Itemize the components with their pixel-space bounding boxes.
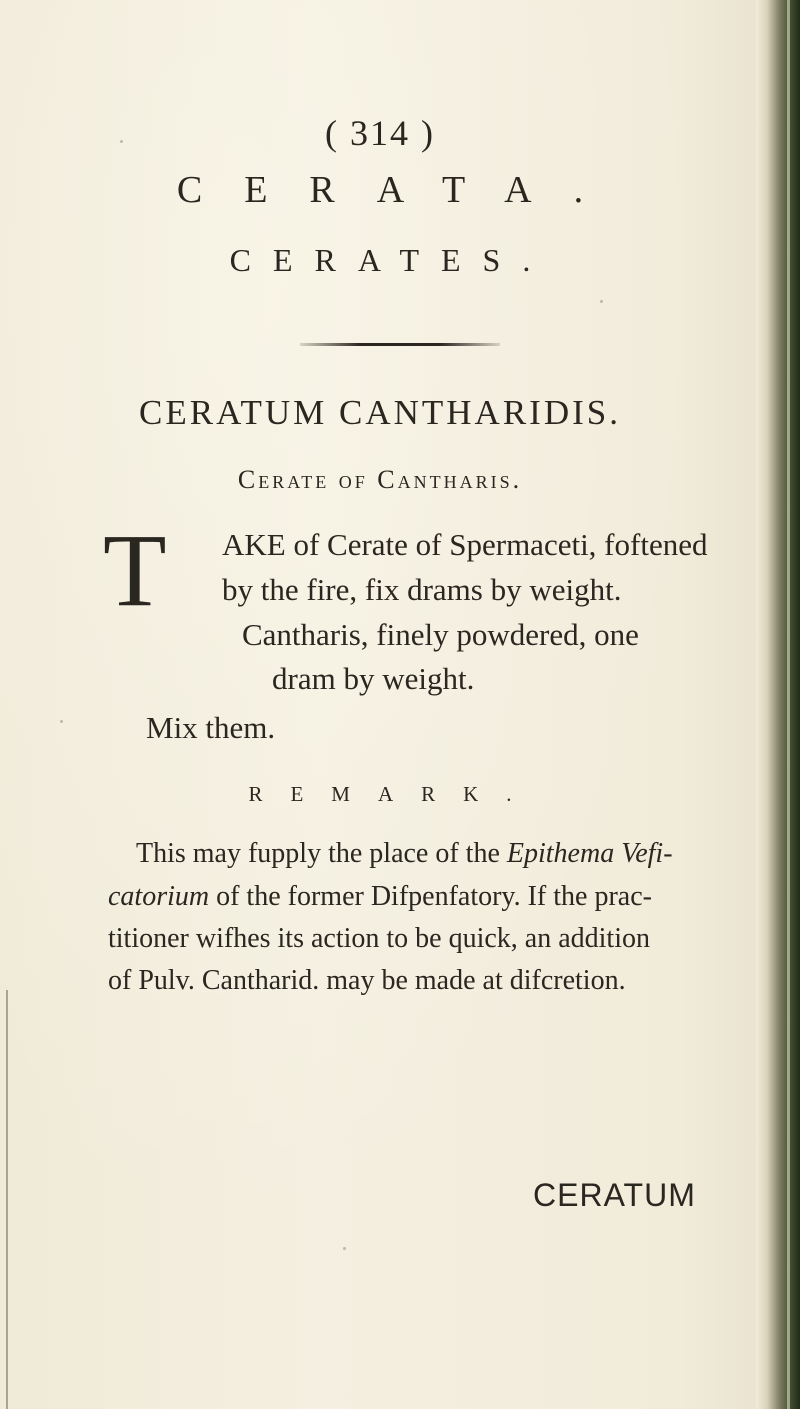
ink-speck (600, 300, 603, 303)
recipe-line-4: dram by weight. (272, 661, 475, 696)
page-number: ( 314 ) (325, 113, 435, 153)
section-title-english: CERATES. (229, 242, 553, 278)
recipe-line-1: AKE of Cerate of Spermaceti, foftened (222, 527, 708, 562)
ornamental-rule (300, 343, 500, 346)
recipe-line-5: Mix them. (146, 710, 276, 745)
remark-line-1 (136, 838, 673, 870)
remark-line-4: of Pulv. Cantharid. may be made at difcretion. (108, 965, 626, 996)
remark-line-2 (108, 881, 652, 913)
remark-heading: REMARK. (248, 782, 540, 806)
remark-line-1-italic: Epithema Vefi- (506, 838, 673, 869)
recipe-line-3: Cantharis, finely powdered, one (242, 617, 639, 652)
section-title-latin: CERATA. (176, 169, 626, 211)
recipe-subheading: Cerate of Cantharis. (237, 465, 523, 494)
remark-line-2-text: of the former Difpenfatory. If the prac- (209, 881, 652, 912)
page-gutter-edge (787, 0, 790, 1409)
drop-cap: T (103, 513, 167, 628)
catchword: CERATUM (533, 1177, 696, 1213)
remark-line-2-italic: catorium (108, 881, 210, 912)
remark-line-3: titioner wifhes its action to be quick, an addition (108, 923, 650, 954)
ink-speck (60, 720, 63, 723)
page-edge-mark (6, 990, 8, 1409)
page-gutter-shadow (756, 0, 800, 1409)
recipe-line-2: by the fire, fix drams by weight. (222, 572, 622, 607)
recipe-heading: CERATUM CANTHARIDIS. (139, 393, 621, 432)
ink-speck (343, 1247, 346, 1250)
remark-line-1-text: This may fupply the place of the (136, 838, 507, 869)
ink-speck (120, 140, 123, 143)
